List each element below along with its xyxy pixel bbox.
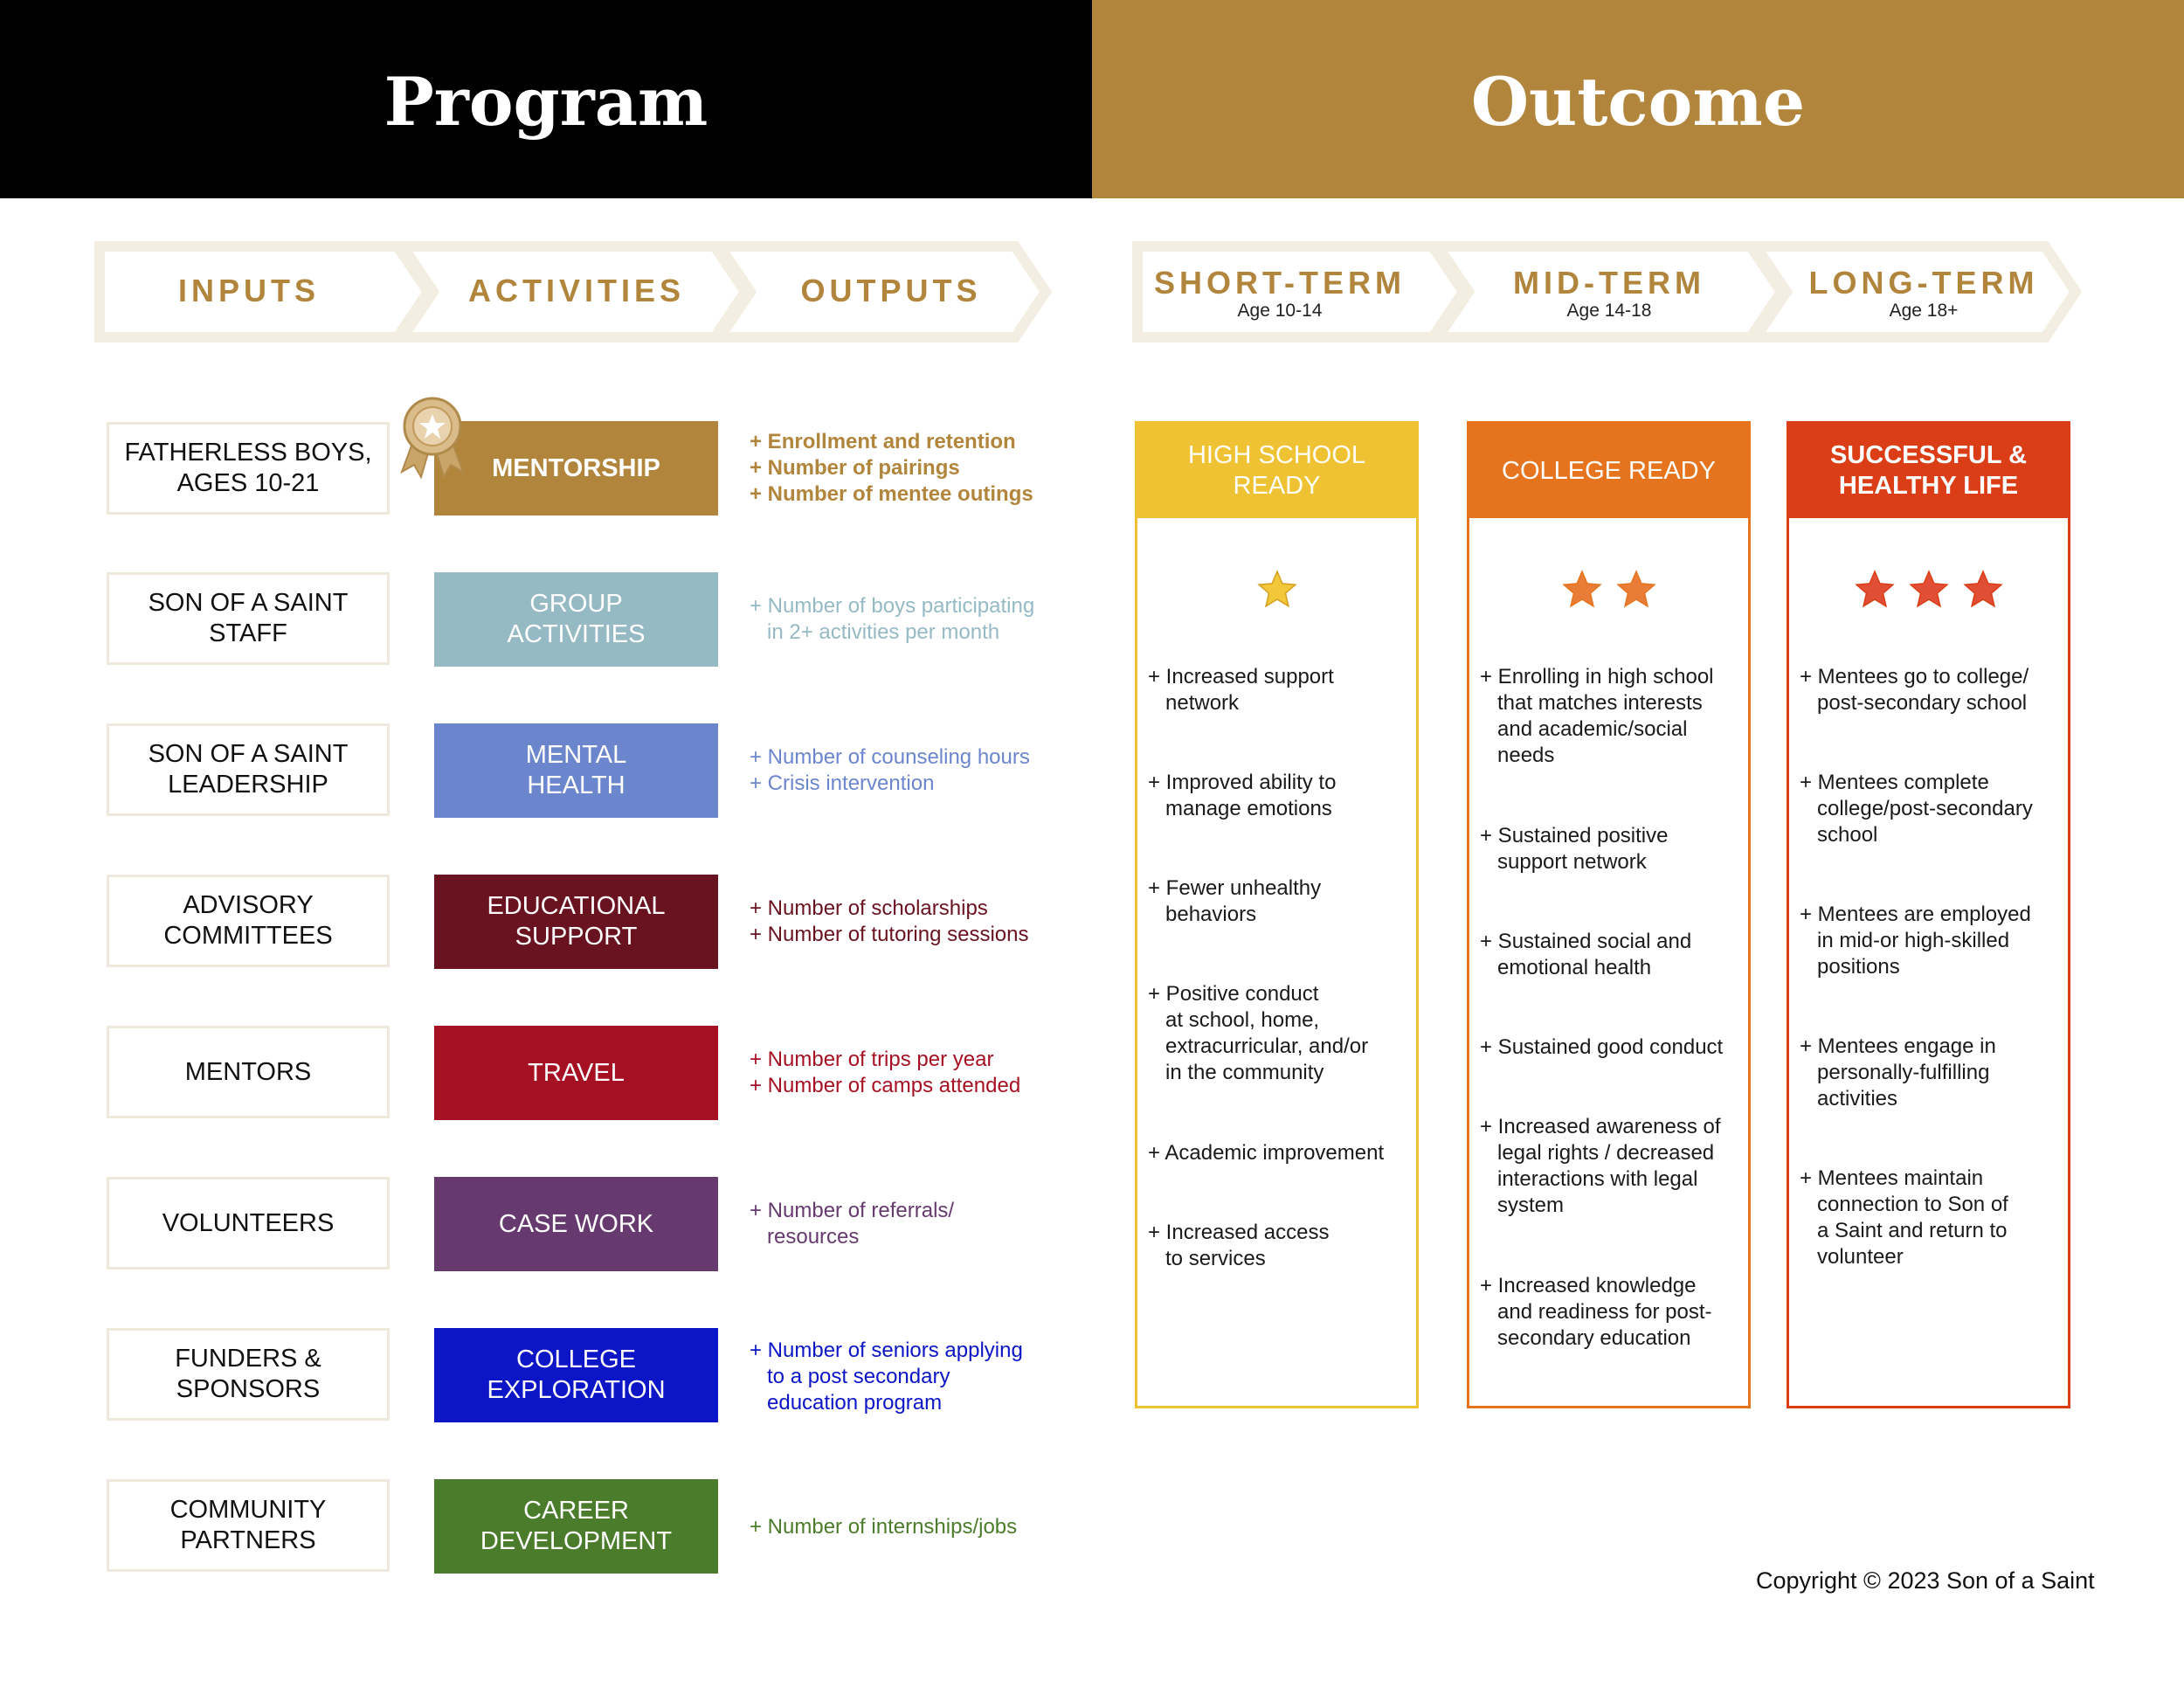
- output-line: + Number of tutoring sessions: [750, 923, 1029, 946]
- outcome-title: Outcome: [1470, 63, 1806, 141]
- star-icon: [1961, 568, 2005, 612]
- outcome-item: + Improved ability to manage emotions: [1148, 771, 1337, 820]
- stage-label-short-term: SHORT-TERM: [1154, 265, 1406, 301]
- activity-box: MENTAL HEALTH: [434, 723, 718, 818]
- activity-box: COLLEGE EXPLORATION: [434, 1328, 718, 1422]
- activity-box: GROUP ACTIVITIES: [434, 572, 718, 667]
- input-box: VOLUNTEERS: [107, 1177, 390, 1269]
- rating-stars: [1469, 568, 1748, 616]
- outcome-item: + Fewer unhealthy behaviors: [1148, 876, 1322, 926]
- outcome-item: + Sustained good conduct: [1480, 1035, 1724, 1059]
- outcome-item: + Increased knowledge and readiness for post- secondary education: [1480, 1274, 1712, 1350]
- outcome-title: COLLEGE READY: [1469, 424, 1748, 518]
- stage-label-inputs: INPUTS: [177, 273, 320, 308]
- star-icon: [1560, 568, 1604, 612]
- output-list: [750, 744, 1082, 797]
- outcome-item: + Sustained positive support network: [1480, 824, 1669, 874]
- output-list: [750, 1514, 1082, 1540]
- output-list: [750, 896, 1082, 948]
- output-list: [750, 1338, 1082, 1416]
- output-line: + Number of mentee outings: [750, 482, 1033, 506]
- star-icon: [1853, 568, 1897, 612]
- activity-box: CASE WORK: [434, 1177, 718, 1271]
- output-line: + Number of pairings: [750, 456, 960, 480]
- outcome-item: + Mentees engage in personally-fulfilling activities: [1800, 1034, 1996, 1110]
- stage-label-mid-term: MID-TERM: [1513, 265, 1705, 301]
- outcome-item: + Increased access to services: [1148, 1221, 1330, 1270]
- outcome-item: + Mentees complete college/post-secondary school: [1800, 771, 2033, 847]
- star-icon: [1907, 568, 1951, 612]
- outcome-item: + Mentees are employed in mid-or high-skilled positions: [1800, 903, 2031, 979]
- outcome-item: + Academic improvement: [1148, 1141, 1385, 1165]
- output-list: [750, 1198, 1082, 1250]
- outcome-item: + Sustained social and emotional health: [1480, 930, 1692, 979]
- outcome-item: + Enrolling in high school that matches interests and academic/social needs: [1480, 665, 1714, 767]
- activity-box: TRAVEL: [434, 1026, 718, 1120]
- output-list: [750, 429, 1082, 508]
- outcome-item: + Mentees go to college/ post-secondary school: [1800, 665, 2029, 715]
- input-box: SON OF A SAINT STAFF: [107, 572, 390, 665]
- output-line: + Crisis intervention: [750, 771, 935, 795]
- output-list: [750, 593, 1082, 646]
- output-line: in 2+ activities per month: [750, 620, 1000, 644]
- star-icon: [1255, 568, 1299, 612]
- input-box: MENTORS: [107, 1026, 390, 1118]
- input-box: SON OF A SAINT LEADERSHIP: [107, 723, 390, 816]
- input-box: ADVISORY COMMITTEES: [107, 875, 390, 967]
- output-list: [750, 1047, 1082, 1099]
- outcome-item: + Mentees maintain connection to Son of a Saint and return to volunteer: [1800, 1166, 2008, 1269]
- stage-label-activities: ACTIVITIES: [467, 273, 686, 308]
- rating-stars: [1137, 568, 1416, 616]
- output-line: + Number of trips per year: [750, 1048, 994, 1071]
- input-box: COMMUNITY PARTNERS: [107, 1479, 390, 1572]
- outcome-column-long-term: [1787, 421, 2070, 1408]
- stage-age-long-term: Age 18+: [1889, 301, 1959, 321]
- output-line: + Number of referrals/: [750, 1199, 955, 1222]
- stage-label-outputs: OUTPUTS: [800, 273, 982, 308]
- outcome-title: HIGH SCHOOL READY: [1137, 424, 1416, 518]
- output-line: + Number of counseling hours: [750, 745, 1030, 769]
- outcome-item: + Increased awareness of legal rights / decreased interactions with legal system: [1480, 1115, 1721, 1217]
- outcome-title: SUCCESSFUL & HEALTHY LIFE: [1789, 424, 2068, 518]
- outcome-column-mid-term: [1467, 421, 1751, 1408]
- outcome-item: + Increased support network: [1148, 665, 1334, 715]
- output-line: + Number of boys participating: [750, 594, 1035, 618]
- output-line: education program: [750, 1391, 943, 1415]
- stage-age-short-term: Age 10-14: [1237, 301, 1323, 321]
- award-ribbon-icon: [395, 395, 470, 479]
- input-box: FUNDERS & SPONSORS: [107, 1328, 390, 1421]
- output-line: resources: [750, 1225, 860, 1249]
- activity-box: EDUCATIONAL SUPPORT: [434, 875, 718, 969]
- output-line: to a post secondary: [750, 1365, 950, 1388]
- stage-label-long-term: LONG-TERM: [1808, 265, 2039, 301]
- output-line: + Number of seniors applying: [750, 1339, 1023, 1362]
- activity-box: MENTORSHIP: [434, 421, 718, 515]
- outcome-item: + Positive conduct at school, home, extracurricular, and/or in the community: [1148, 982, 1369, 1084]
- star-icon: [1614, 568, 1658, 612]
- input-box: FATHERLESS BOYS, AGES 10-21: [107, 422, 390, 515]
- output-line: + Number of internships/jobs: [750, 1515, 1018, 1539]
- output-line: + Number of scholarships: [750, 896, 988, 920]
- copyright-text: Copyright © 2023 Son of a Saint: [1756, 1567, 2095, 1594]
- stage-age-mid-term: Age 14-18: [1566, 301, 1652, 321]
- output-line: + Enrollment and retention: [750, 430, 1016, 453]
- outcome-column-short-term: [1135, 421, 1419, 1408]
- program-title: Program: [384, 63, 708, 141]
- rating-stars: [1789, 568, 2068, 616]
- output-line: + Number of camps attended: [750, 1074, 1021, 1097]
- activity-box: CAREER DEVELOPMENT: [434, 1479, 718, 1574]
